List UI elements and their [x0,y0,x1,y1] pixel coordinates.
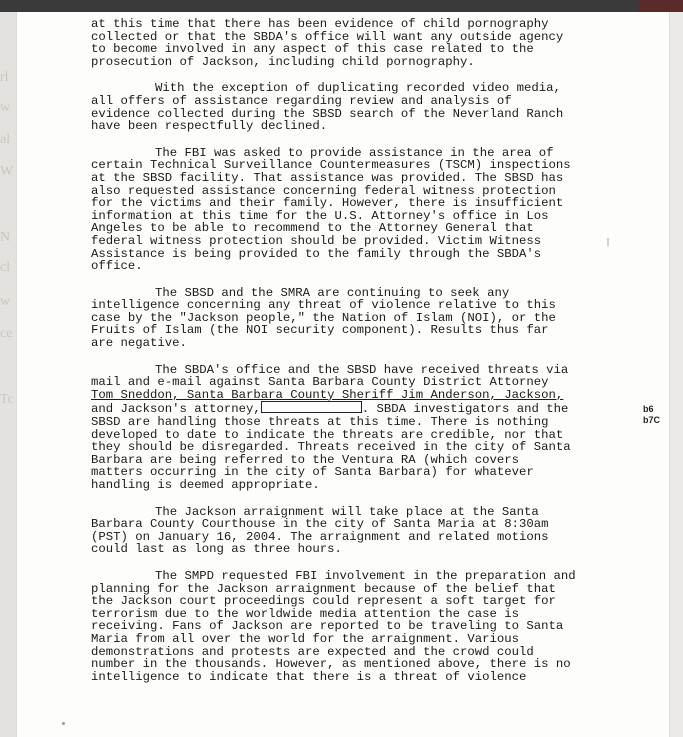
document-page [16,12,670,737]
text-line: at the SBSD facility. That assistance was provided. The SBSD has [91,170,564,185]
text-line: planning for the Jackson arraignment because of the belief that [91,581,556,596]
text-line: mail and e-mail against Santa Barbara County District Attorney [91,375,549,390]
background-fragment: ce [0,326,13,341]
background-fragment: w [0,100,11,115]
text-line: collected or that the SBDA's office will want any outside agency [91,29,564,44]
text-line: Barbara are being referred to the Ventura RA (which covers [91,452,520,467]
text-line: all offers of assistance regarding review and analysis of [91,93,512,108]
text-line: number in the thousands. However, as mentioned above, there is no [91,657,571,672]
text-line: case by the "Jackson people," the Nation of Islam (NOI), or the [91,310,556,325]
text-line: are negative. [91,336,187,351]
text-line: information at this time for the U.S. Attorney's office in Los [91,208,549,223]
redaction-box [261,401,362,413]
text-line: intelligence to indicate that there is a threat of violence [91,669,527,684]
text-line: terrorism due to the worldwide media attention the case is [91,606,520,621]
background-fragment: al [0,132,11,147]
text-line: also requested assistance concerning federal witness protection [91,183,556,198]
text-line: office. [91,259,143,274]
exemption-codes [643,404,660,426]
background-strip [0,12,16,737]
paragraph [91,147,605,273]
text-line: demonstrations and protests are expected and the crowd could [91,644,534,659]
text-line: The Jackson arraignment will take place at the Santa [155,504,539,519]
document-body [91,18,605,697]
text-line: SBSD are handling those threats at this time. There is nothing [91,415,549,430]
text-line: Fruits of Islam (the NOI security component). Results thus far [91,323,549,338]
text-line: evidence collected during the SBSD search of the Neverland Ranch [91,106,564,121]
paragraph [91,506,605,556]
paragraph [91,287,605,350]
background-fragment: rl [0,70,9,85]
top-bar-accent [639,0,683,12]
paragraph [91,364,605,492]
text-line: developed to date to indicate the threats are credible, nor that [91,427,564,442]
paragraph [91,570,605,683]
text-line: The SMPD requested FBI involvement in the preparation and [155,568,576,583]
text-line: federal witness protection should be provided. Victim Witness [91,233,542,248]
top-bar [0,0,683,12]
scan-speck [62,722,65,725]
text-line: (PST) on January 16, 2004. The arraignment and related motions [91,529,549,544]
exemption-code: b7C [643,415,661,425]
text-line: Angeles to be able to recommend to the Attorney General that [91,221,534,236]
text-line: could last as long as three hours. [91,542,342,557]
exemption-code: b6 [643,404,654,414]
text-line: intelligence concerning any threat of violence relative to this [91,298,556,313]
text-fragment: . SBDA investigators and the [361,402,569,417]
text-line: Assistance is being provided to the family through the SBDA's [91,246,542,261]
text-line: at this time that there has been evidence of child pornography [91,17,549,31]
text-line: receiving. Fans of Jackson are reported to be traveling to Santa [91,619,564,634]
text-line: The FBI was asked to provide assistance in the area of [155,145,554,160]
text-line: The SBDA's office and the SBSD have received threats via [155,362,569,377]
text-line: Maria from all over the world for the arraignment. Various [91,631,520,646]
text-line: With the exception of duplicating recorded video media, [155,81,561,96]
text-line: for the victims and their family. However, there is insufficient [91,196,564,211]
paragraph [91,82,605,132]
scan-mark [607,238,609,246]
background-fragment: Tc [0,392,14,407]
text-line: matters occurring in the city of Santa Barbara) for whatever [91,465,534,480]
text-line: The SBSD and the SMRA are continuing to seek any [155,285,510,300]
text-line: handling is deemed appropriate. [91,478,320,492]
text-line: they should be disregarded. Threats received in the city of Santa [91,440,571,455]
background-fragment: W [0,164,14,179]
background-fragment: w [0,294,11,309]
text-line: to become involved in any aspect of this case related to the [91,42,534,57]
text-line: have been respectfully declined. [91,119,328,134]
background-fragment: cl [0,260,11,275]
redacted-line [91,401,605,416]
text-line: Barbara County Courthouse in the city of Santa Maria at 8:30am [91,517,549,532]
paragraph [91,18,605,68]
text-line: Tom Sneddon, Santa Barbara County Sheriff Jim Anderson, Jackson, [91,387,564,402]
text-line: the Jackson court proceedings could represent a soft target for [91,594,556,609]
text-line: prosecution of Jackson, including child pornography. [91,54,475,69]
text-fragment: and Jackson's attorney, [91,402,261,417]
text-line: certain Technical Surveillance Countermeasures (TSCM) inspections [91,158,571,173]
background-fragment: N [0,230,11,245]
